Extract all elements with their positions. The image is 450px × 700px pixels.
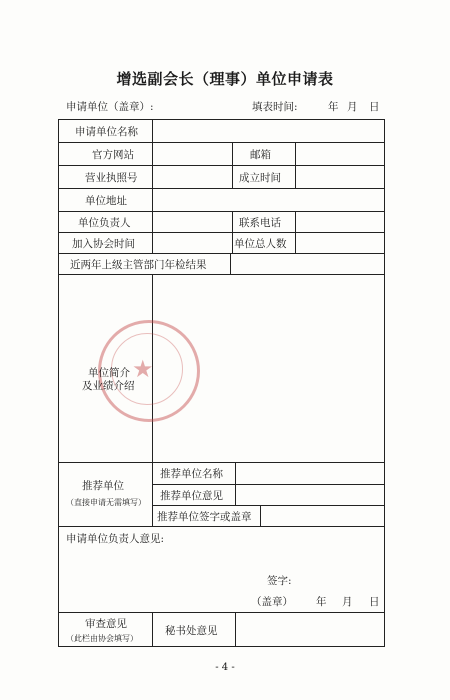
- star-icon: ★: [132, 355, 154, 383]
- label-leader: 单位负责人: [78, 217, 131, 229]
- label-email: 邮箱: [250, 149, 271, 161]
- label-recommend: 推荐单位: [82, 480, 124, 492]
- page-title: 增选副会长（理事）单位申请表: [116, 70, 334, 88]
- label-founded: 成立时间: [239, 172, 281, 184]
- opinion-year: 年: [316, 596, 327, 608]
- label-review: 审查意见: [85, 618, 127, 630]
- date-year: 年: [328, 101, 339, 113]
- label-inspection: 近两年上级主管部门年检结果: [70, 259, 207, 271]
- label-headcount: 单位总人数: [234, 238, 287, 250]
- opinion-month: 月: [342, 596, 353, 608]
- label-phone: 联系电话: [239, 217, 281, 229]
- label-website: 官方网站: [92, 149, 134, 161]
- label-recommend-sign: 推荐单位签字或盖章: [157, 511, 252, 523]
- label-recommend-opinion: 推荐单位意见: [160, 490, 223, 502]
- page-number: - 4 -: [215, 662, 235, 673]
- label-signature: 签字:: [267, 575, 292, 587]
- label-recommend-name: 推荐单位名称: [160, 468, 223, 480]
- label-join-time: 加入协会时间: [72, 238, 135, 250]
- label-intro-2: 及业绩介绍: [82, 380, 135, 392]
- label-intro-1: 单位简介: [88, 367, 130, 379]
- date-month: 月: [347, 101, 358, 113]
- date-label: 填表时间:: [252, 101, 298, 113]
- opinion-day: 日: [369, 596, 380, 608]
- label-stamp: （盖章）: [251, 596, 293, 608]
- label-unit-name: 申请单位名称: [75, 126, 138, 138]
- label-license: 营业执照号: [85, 172, 138, 184]
- date-day: 日: [369, 101, 380, 113]
- label-address: 单位地址: [85, 195, 127, 207]
- label-review-note: （此栏由协会填写）: [66, 634, 138, 643]
- label-recommend-note: （直接申请无需填写）: [66, 498, 146, 507]
- applicant-label: 申请单位（盖章）:: [66, 101, 154, 113]
- label-leader-opinion: 申请单位负责人意见:: [66, 533, 165, 545]
- label-secretariat: 秘书处意见: [165, 625, 218, 637]
